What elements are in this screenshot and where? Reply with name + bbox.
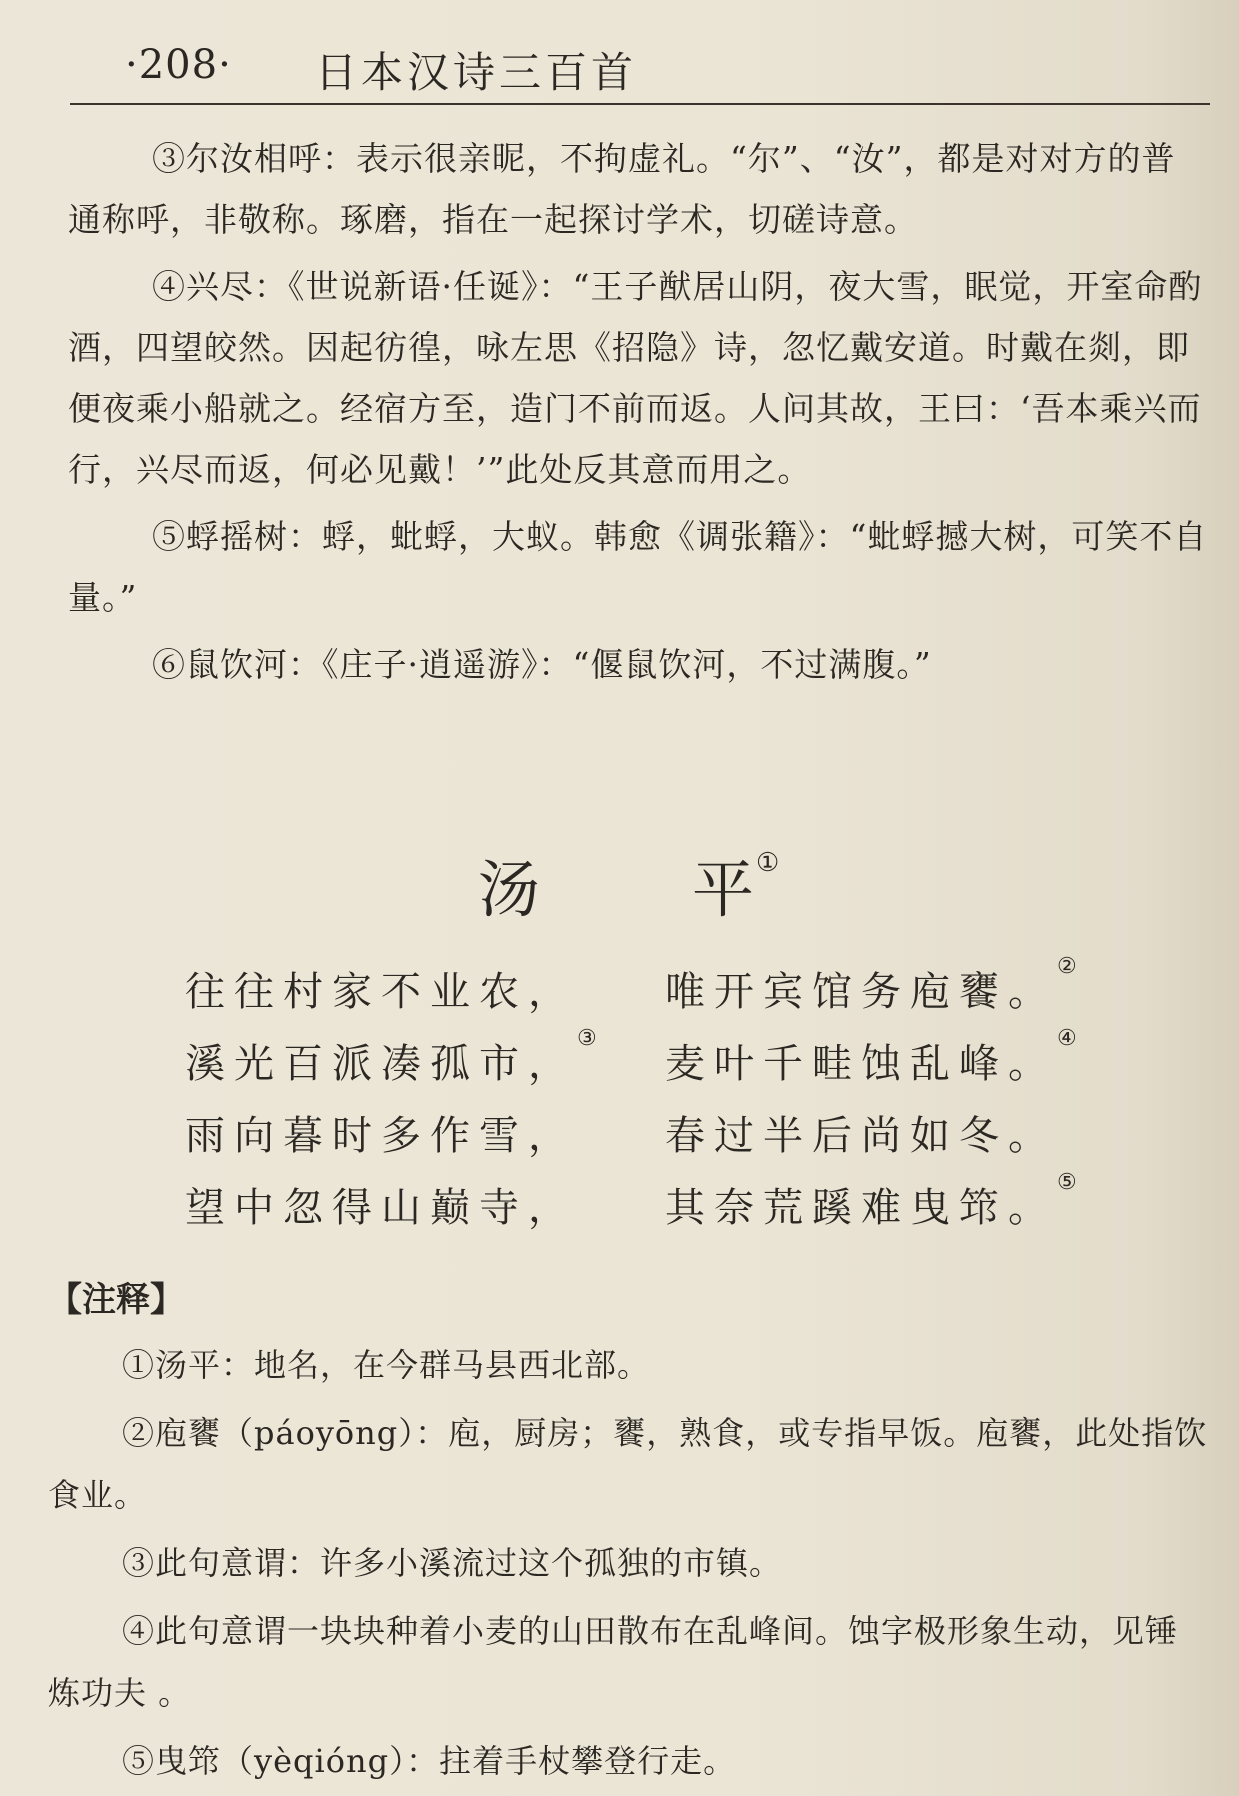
poem-line	[185, 1026, 1085, 1104]
poem-verse-right: 春过半后尚如冬。	[665, 1113, 1057, 1159]
page-header	[70, 38, 1210, 98]
poem-verse-left: 望中忽得山巅寺，	[185, 1185, 577, 1231]
notes-list	[48, 1334, 1208, 1796]
poem-title	[478, 840, 781, 929]
footnote-mark: ①	[756, 848, 782, 878]
poem-title-char-2: 平	[692, 853, 757, 926]
footnote-mark: ④	[1057, 1026, 1077, 1051]
footnote-mark: ⑤	[1057, 1170, 1077, 1195]
note-item: ④兴尽：《世说新语·任诞》：“王子猷居山阴，夜大雪，眠觉，开室命酌酒，四望皎然。因起彷徨，咏左思《招隐》诗，忽忆戴安道。时戴在剡，即便夜乘小船就之。经宿方至，造门不前而返。人问其故，王曰：‘吾本乘兴而行，兴尽而返，何必见戴！’”此处反其意而用之。	[68, 267, 1203, 489]
poem-title-char-1: 汤	[478, 853, 543, 926]
note-item: ②庖饔（páoyōng）：庖，厨房；饔，熟食，或专指早饭。庖饔，此处指饮食业。	[48, 1414, 1208, 1514]
poem-body	[185, 954, 1085, 1248]
page-number: ·208·	[125, 42, 232, 88]
note-item: ④此句意谓一块块种着小麦的山田散布在乱峰间。蚀字极形象生动，见锤炼功夫 。	[48, 1612, 1179, 1712]
poem-verse-left: 往往村家不业农，	[185, 969, 577, 1015]
footnote-mark: ②	[1057, 954, 1077, 979]
note-item: ⑤蜉摇树：蜉，蚍蜉，大蚁。韩愈《调张籍》：“蚍蜉撼大树，可笑不自量。”	[68, 517, 1208, 617]
poem-line	[185, 954, 1085, 1032]
header-rule	[70, 103, 1210, 105]
poem-line	[185, 1170, 1085, 1248]
note-item: ⑤曳筇（yèqióng）：拄着手杖攀登行走。	[122, 1742, 737, 1780]
notes-heading: 【注释】	[48, 1280, 184, 1320]
note-item: ③尔汝相呼：表示很亲昵，不拘虚礼。“尔”、“汝”，都是对对方的普通称呼，非敬称。琢磨，指在一起探讨学术，切磋诗意。	[68, 139, 1176, 239]
poem-verse-right: 麦叶千畦蚀乱峰。	[665, 1041, 1057, 1087]
poem-verse-right: 其奈荒蹊难曳筇。	[665, 1185, 1057, 1231]
footnote-mark: ③	[577, 1026, 597, 1051]
poem-verse-left: 雨向暮时多作雪，	[185, 1113, 577, 1159]
poem-line	[185, 1104, 1085, 1176]
note-item: ⑥鼠饮河：《庄子·逍遥游》：“偃鼠饮河，不过满腹。”	[152, 645, 932, 684]
note-item: ①汤平：地名，在今群马县西北部。	[122, 1346, 651, 1384]
poem-verse-right: 唯开宾馆务庖饔。	[665, 969, 1057, 1015]
book-title: 日本汉诗三百首	[315, 48, 638, 97]
prior-notes	[68, 128, 1208, 701]
poem-verse-left: 溪光百派凑孤市，	[185, 1041, 577, 1087]
note-item: ③此句意谓：许多小溪流过这个孤独的市镇。	[122, 1544, 783, 1582]
